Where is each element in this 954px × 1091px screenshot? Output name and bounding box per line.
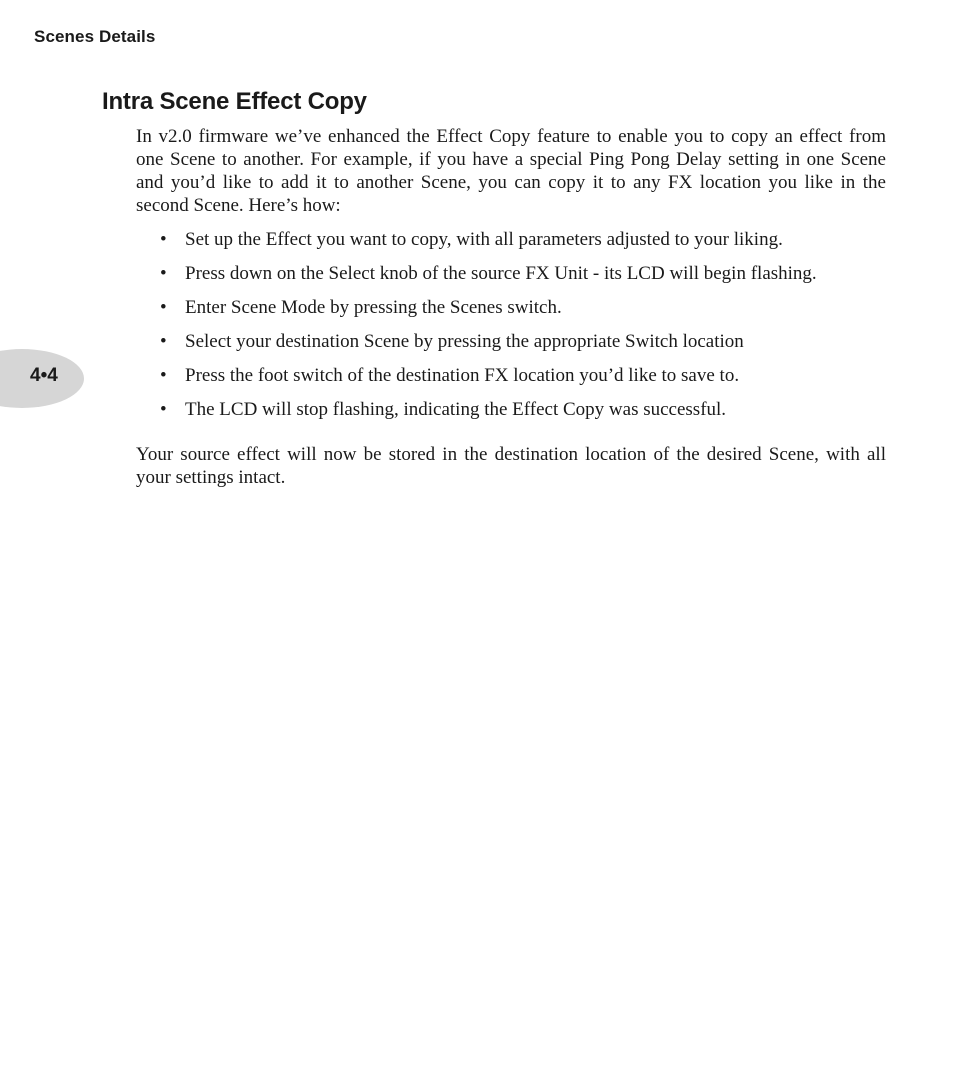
step-text: Set up the Effect you want to copy, with all parameters adjusted to your liking. [185, 229, 783, 250]
steps-list [136, 228, 886, 432]
section-title: Intra Scene Effect Copy [102, 88, 367, 115]
step-text: Press down on the Select knob of the source FX Unit - its LCD will begin flashing. [185, 263, 817, 284]
list-item [136, 330, 886, 364]
bullet-icon: • [160, 365, 167, 386]
bullet-icon: • [160, 263, 167, 284]
section-body [136, 125, 886, 489]
step-text: Enter Scene Mode by pressing the Scenes switch. [185, 297, 562, 318]
bullet-icon: • [160, 399, 167, 420]
page-number: 4•4 [30, 365, 58, 386]
bullet-icon: • [160, 297, 167, 318]
step-text: The LCD will stop flashing, indicating the Effect Copy was successful. [185, 399, 727, 420]
outro-paragraph: Your source effect will now be stored in the destination location of the desired Scene, with all your settings intact. [136, 444, 886, 488]
step-text: Press the foot switch of the destination FX location you’d like to save to. [185, 365, 740, 386]
intro-paragraph: In v2.0 firmware we’ve enhanced the Effect Copy feature to enable you to copy an effect from one Scene to another. For example, if you have a special Ping Pong Delay setting in one Scene and you’d like to add it to another Scene, you can copy it to any FX location you like in the second Scene. Here’s how: [136, 126, 886, 216]
list-item [136, 262, 886, 296]
bullet-icon: • [160, 229, 167, 250]
step-text: Select your destination Scene by pressing the appropriate Switch location [185, 331, 744, 352]
list-item [136, 228, 886, 262]
list-item [136, 296, 886, 330]
list-item [136, 364, 886, 398]
bullet-icon: • [160, 331, 167, 352]
list-item [136, 398, 886, 432]
running-header: Scenes Details [34, 27, 156, 46]
